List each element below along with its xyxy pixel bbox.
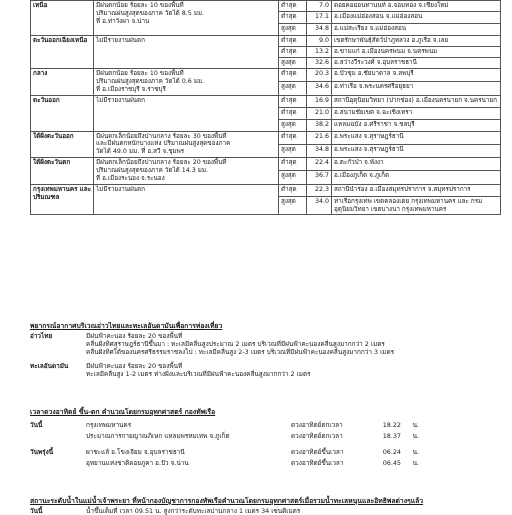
gulf-line: มีฝนฟ้าคะนอง ร้อยละ 20 ของพื้นที่ [86, 332, 183, 341]
temp-label: ต่ำสุด [279, 36, 307, 47]
temp-value: 34.0 [307, 196, 332, 215]
rain-detail-line: ที่ อ.เมืองระนอง จ.ระนอง [96, 174, 165, 182]
rain-detail-line: ปริมาณฝนสูงสุดของภาค วัดได้ 14.3 มม. [96, 167, 209, 175]
temp-location: แหลมฉบัง อ.ศรีราชา จ.ชลบุรี [332, 119, 501, 131]
region-name: เหนือ [31, 1, 94, 36]
rain-detail [94, 158, 279, 185]
temp-value: 20.3 [307, 69, 332, 82]
rain-detail-line: ปริมาณฝนสูงสุดของภาค วัดได้ 8.5 มม. [96, 9, 205, 17]
temp-value: 32.6 [307, 58, 332, 69]
rain-detail-line: ไม่มีรายงานฝนตก [96, 185, 145, 193]
rain-detail [94, 95, 279, 131]
sea-forecast-title: พยากรณ์อากาศบริเวณอ่าวไทยและทะเลอันดามันเพื่อการท่องเที่ยว [30, 322, 223, 330]
temp-location: อ.ท่าเรือ จ.พระนครศรีอยุธยา [332, 82, 501, 95]
temp-value: 34.8 [307, 24, 332, 36]
temp-label: ต่ำสุด [279, 107, 307, 119]
rain-detail [94, 1, 279, 36]
temp-value: 21.6 [307, 131, 332, 144]
water-level-section [30, 497, 500, 515]
temp-value: 22.4 [307, 158, 332, 171]
sea-forecast-section [30, 322, 500, 378]
table-row [31, 131, 501, 144]
gulf-forecast [30, 332, 500, 356]
temp-value: 21.0 [307, 107, 332, 119]
rain-detail-line: วัดได้ 49.0 มม. ที่ อ.สวี จ.ชุมพร [96, 148, 185, 156]
temp-value: 9.0 [307, 36, 332, 47]
temp-label: สูงสุด [279, 144, 307, 157]
table-row [31, 184, 501, 196]
temp-location: อ.พระแสง จ.สุราษฎร์ธานี [332, 131, 501, 144]
sun-times-title: เวลาดวงอาทิตย์ ขึ้น-ตก คำนวณโดยกรมอุทกศาสตร์ กองทัพเรือ [30, 408, 216, 416]
gulf-line: คลื่นฝั่งทิศใต้ของนครศรีธรรมราชลงไป : ทะเลมีคลื่นสูง 2-3 เมตร บริเวณที่มีฝนฟ้าคะนองคลื่นสูงมากกว่า 3 เมตร [86, 348, 395, 357]
rain-detail-line: ที่ อ.เมืองราชบุรี จ.ราชบุรี [96, 85, 166, 93]
table-row [31, 1, 501, 12]
temp-location: อ.ตะกั่วป่า จ.พังงา [332, 158, 501, 171]
temp-location: อ.เมืองภูเก็ต จ.ภูเก็ต [332, 171, 501, 184]
temp-label: ต่ำสุด [279, 47, 307, 58]
gulf-line: คลื่นฝั่งทิศสุราษฎร์ธานีขึ้นมา : ทะเลมีคลื่นสูงประมาณ 2 เมตร บริเวณที่มีฝนฟ้าคะนองคลื่นสูงมากกว่า 2 เมตร [86, 340, 385, 349]
andaman-forecast [30, 362, 500, 378]
sun-row: อุทยานแห่งชาติดอยภูคา อ.ปัว จ.น่าน ดวงอาทิตย์ขึ้นเวลา 06.45 น. [86, 458, 419, 467]
temp-value: 36.7 [307, 171, 332, 184]
rain-detail-line: มีฝนตกเล็กน้อยถึงปานกลาง ร้อยละ 20 ของพื้นที่ [96, 159, 227, 167]
andaman-line: มีฝนฟ้าคะนอง ร้อยละ 20 ของพื้นที่ [86, 362, 183, 371]
temp-label: ต่ำสุด [279, 1, 307, 12]
andaman-label: ทะเลอันดามัน [30, 362, 69, 371]
temp-location: เขตรักษาพันธุ์สัตว์ป่าภูหลวง อ.ภูเรือ จ.เลย [332, 36, 501, 47]
temp-label: ต่ำสุด [279, 12, 307, 24]
sun-times-section [30, 408, 500, 468]
temp-location: สถานีอุตุนิยมวิทยา (ปากช่อง) อ.เมืองนครนายก จ.นครนายก [332, 95, 501, 107]
temp-location: อ.ขามแก่ อ.เมืองนครพนม จ.นครพนม [332, 47, 501, 58]
rain-detail-line: มีฝนตกน้อย ร้อยละ 10 ของพื้นที่ [96, 2, 184, 9]
region-name: ตะวันออก [31, 95, 94, 131]
sun-row: วันพรุ่งนี้ ผาชะแล้ อ.โขงเจียม จ.อุบลราชธานี ดวงอาทิตย์ขึ้นเวลา 06.24 น. [30, 447, 419, 456]
rain-detail-line: มีฝนตกน้อย ร้อยละ 10 ของพื้นที่ [96, 70, 184, 77]
temp-location: อ.เมืองแม่ฮ่องสอน จ.แม่ฮ่องสอน [332, 12, 501, 24]
temp-location: อ.แม่สะเรียง จ.แม่ฮ่องสอน [332, 24, 501, 36]
andaman-line: ทะเลมีคลื่นสูง 1-2 เมตร ห่างฝั่งและบริเวณที่มีฝนฟ้าคะนองคลื่นสูงมากกว่า 2 เมตร [86, 370, 311, 379]
water-level-title: สถานะระดับน้ำในแม่น้ำเจ้าพระยา ที่หน้ากองบัญชาการกองทัพเรือคำนวณโดยกรมอุทกศาสตร์เมื่อรวมน้ำทะเลหนุนและอิทธิพลต่างๆแล้ว [30, 497, 424, 505]
table-row [31, 95, 501, 107]
temp-value: 34.6 [307, 82, 332, 95]
temp-label: ต่ำสุด [279, 131, 307, 144]
temp-label: สูงสุด [279, 58, 307, 69]
region-name: ใต้ฝั่งตะวันตก [31, 158, 94, 185]
temp-location: อ.สว่างวีระวงศ์ จ.อุบลราชธานี [332, 58, 501, 69]
temp-label: สูงสุด [279, 171, 307, 184]
region-name: ตะวันออกเฉียงเหนือ [31, 36, 94, 69]
temp-label: สูงสุด [279, 24, 307, 36]
rain-detail [94, 69, 279, 96]
temp-label: ต่ำสุด [279, 69, 307, 82]
rain-detail [94, 184, 279, 215]
rain-detail-line: มีฝนตกเล็กน้อยถึงปานกลาง ร้อยละ 30 ของพื้นที่ [96, 132, 227, 140]
temp-location: ดอยคอยอนทานนท์ อ.จอมทอง จ.เชียงใหม่ [332, 1, 501, 12]
temp-value: 38.2 [307, 119, 332, 131]
gulf-label: อ่าวไทย [30, 332, 53, 341]
sun-row: วันนี้ กรุงเทพมหานคร ดวงอาทิตย์ตกเวลา 18.22 น. [30, 420, 419, 429]
rain-detail-line: ที่ อ.ท่าวังผา จ.น่าน [96, 17, 150, 25]
temp-location: สถานีนำร่อง อ.เมืองสมุทรปราการ จ.สมุทรปราการ [332, 184, 501, 196]
rain-detail-line: ไม่มีรายงานฝนตก [96, 96, 145, 104]
region-name: กลาง [31, 69, 94, 96]
rain-detail-line: และมีฝนตกหนักบางแห่ง ปริมาณฝนสูงสุดของภาค [96, 140, 231, 148]
table-row [31, 158, 501, 171]
rainfall-temperature-table [30, 0, 501, 215]
rain-detail-line: ปริมาณฝนสูงสุดของภาค วัดได้ 0.6 มม. [96, 77, 205, 85]
sun-row: ประมาณการกายญาณภิเษก แหลมพรหมเทพ จ.ภูเก็ต ดวงอาทิตย์ตกเวลา 18.37 น. [86, 431, 419, 440]
rain-detail [94, 36, 279, 69]
rain-detail-line: ไม่มีรายงานฝนตก [96, 37, 145, 44]
temp-value: 22.3 [307, 184, 332, 196]
temp-value: 17.1 [307, 12, 332, 24]
water-level-day: วันนี้ [30, 507, 43, 515]
temp-location: อ.พระแสง จ.สุราษฎร์ธานี [332, 144, 501, 157]
region-name: ใต้ฝั่งตะวันออก [31, 131, 94, 158]
temp-location: อ.สนามชัยเขต จ.ฉะเชิงเทรา [332, 107, 501, 119]
temp-value: 13.2 [307, 47, 332, 58]
region-name: กรุงเทพมหานคร และปริมณฑล [31, 184, 94, 215]
temp-label: ต่ำสุด [279, 95, 307, 107]
temp-value: 7.0 [307, 1, 332, 12]
temp-label: สูงสุด [279, 196, 307, 215]
temp-label: ต่ำสุด [279, 184, 307, 196]
temp-label: ต่ำสุด [279, 158, 307, 171]
table-row [31, 69, 501, 82]
temp-location: อ.บัวชุม อ.ชัยบาดาล จ.ลพบุรี [332, 69, 501, 82]
temp-value: 34.8 [307, 144, 332, 157]
temp-label: สูงสุด [279, 82, 307, 95]
temp-value: 16.9 [307, 95, 332, 107]
temp-label: สูงสุด [279, 119, 307, 131]
table-row [31, 36, 501, 47]
water-level-text: น้ำขึ้นเต็มที่ เวลา 09.51 น. สูงกว่าระดับทะเลปานกลาง 1 เมตร 34 เซนติเมตร [86, 507, 301, 515]
temp-location: ท่าเรือกรุงเทพ เขตคลองเตย กรุงเทพมหานคร และ กรมอุตุนิยมวิทยา เขตบางนา กรุงเทพมหานคร [332, 196, 501, 215]
rain-detail [94, 131, 279, 158]
